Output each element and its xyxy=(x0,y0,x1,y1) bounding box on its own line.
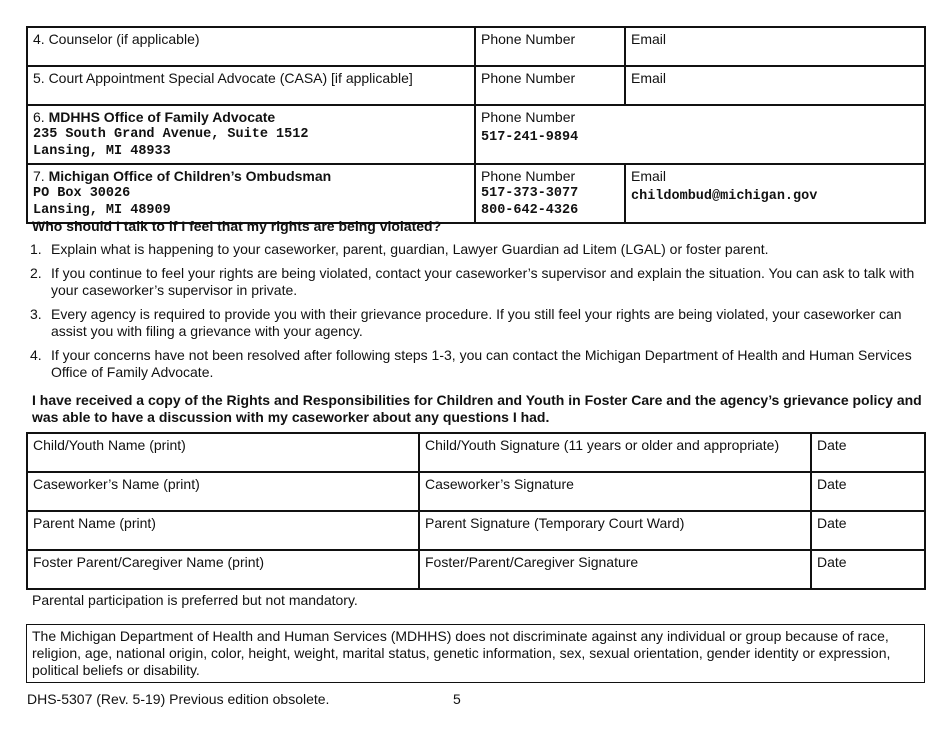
ombudsman-prefix: 7. xyxy=(33,168,49,184)
mdhhs-phone: 517-241-9894 xyxy=(481,130,579,145)
mdhhs-office-name: MDHHS Office of Family Advocate xyxy=(48,109,276,125)
mdhhs-phone-label: Phone Number xyxy=(481,109,576,125)
list-item xyxy=(30,306,920,340)
ombudsman-phone-cell xyxy=(475,164,625,223)
foster-date-field[interactable]: Date xyxy=(811,550,925,589)
ombudsman-email: childombud@michigan.gov xyxy=(631,189,818,204)
signature-row-parent xyxy=(27,511,925,550)
contacts-table xyxy=(26,26,926,224)
step-number: 3. xyxy=(30,306,42,322)
contact-row-casa xyxy=(27,66,925,105)
contact-row-ombudsman xyxy=(27,164,925,223)
caseworker-name-field[interactable]: Caseworker’s Name (print) xyxy=(27,472,419,511)
ombudsman-phone-label: Phone Number xyxy=(481,168,576,184)
ombudsman-office-cell xyxy=(27,164,475,223)
child-date-field[interactable]: Date xyxy=(811,433,925,472)
ombudsman-address-line1: PO Box 30026 xyxy=(33,186,131,201)
signature-table xyxy=(26,432,926,590)
step-text: Explain what is happening to your caseworker, parent, guardian, Lawyer Guardian ad Litem (LGAL) or foster parent. xyxy=(51,241,769,257)
step-text: Every agency is required to provide you with their grievance procedure. If you still feel your rights are being violated, your caseworker can assist you with filing a grievance with your agency. xyxy=(51,306,902,339)
parental-participation-note: Parental participation is preferred but not mandatory. xyxy=(32,592,358,608)
caseworker-date-field[interactable]: Date xyxy=(811,472,925,511)
parent-signature-field[interactable]: Parent Signature (Temporary Court Ward) xyxy=(419,511,811,550)
signature-row-foster xyxy=(27,550,925,589)
ombudsman-address-line2: Lansing, MI 48909 xyxy=(33,203,171,218)
parent-name-field[interactable]: Parent Name (print) xyxy=(27,511,419,550)
counselor-label: 4. Counselor (if applicable) xyxy=(27,27,475,66)
page-number: 5 xyxy=(453,691,461,707)
list-item xyxy=(30,241,920,258)
list-item xyxy=(30,347,920,381)
caseworker-signature-field[interactable]: Caseworker’s Signature xyxy=(419,472,811,511)
ombudsman-office-name: Michigan Office of Children’s Ombudsman xyxy=(48,168,332,184)
step-text: If you continue to feel your rights are being violated, contact your caseworker’s supervisor and explain the situation. You can ask to talk with your caseworker’s supervisor in private. xyxy=(51,265,915,298)
step-number: 4. xyxy=(30,347,42,363)
child-name-field[interactable]: Child/Youth Name (print) xyxy=(27,433,419,472)
casa-label: 5. Court Appointment Special Advocate (CASA) [if applicable] xyxy=(27,66,475,105)
signature-row-child xyxy=(27,433,925,472)
mdhhs-address-line2: Lansing, MI 48933 xyxy=(33,144,171,159)
list-item xyxy=(30,265,920,299)
foster-signature-field[interactable]: Foster/Parent/Caregiver Signature xyxy=(419,550,811,589)
child-signature-field[interactable]: Child/Youth Signature (11 years or older and appropriate) xyxy=(419,433,811,472)
acknowledgement-statement: I have received a copy of the Rights and Responsibilities for Children and Youth in Foster Care and the agency’s grievance policy and was able to have a discussion with my caseworker about any questions I had. xyxy=(32,392,922,425)
ombudsman-phone2: 800-642-4326 xyxy=(481,203,579,218)
mdhhs-phone-cell xyxy=(475,105,925,164)
contact-row-counselor xyxy=(27,27,925,66)
form-id: DHS-5307 (Rev. 5-19) Previous edition obsolete. xyxy=(27,691,330,707)
ombudsman-phone1: 517-373-3077 xyxy=(481,186,579,201)
rights-question-heading: Who should I talk to if I feel that my rights are being violated? xyxy=(32,218,442,234)
casa-phone-field[interactable]: Phone Number xyxy=(475,66,625,105)
ombudsman-email-cell xyxy=(625,164,925,223)
mdhhs-prefix: 6. xyxy=(33,109,49,125)
foster-name-field[interactable]: Foster Parent/Caregiver Name (print) xyxy=(27,550,419,589)
contact-row-mdhhs xyxy=(27,105,925,164)
step-text: If your concerns have not been resolved after following steps 1-3, you can contact the Michigan Department of Health and Human Services Office of Family Advocate. xyxy=(51,347,912,380)
nondiscrimination-notice: The Michigan Department of Health and Human Services (MDHHS) does not discriminate against any individual or group because of race, religion, age, national origin, color, height, weight, marital status, genetic information, sex, sexual orientation, gender identity or expression, political beliefs or disability. xyxy=(26,624,925,683)
step-number: 1. xyxy=(30,241,42,257)
signature-row-caseworker xyxy=(27,472,925,511)
counselor-phone-field[interactable]: Phone Number xyxy=(475,27,625,66)
mdhhs-address-line1: 235 South Grand Avenue, Suite 1512 xyxy=(33,127,309,142)
mdhhs-office-cell xyxy=(27,105,475,164)
counselor-email-field[interactable]: Email xyxy=(625,27,925,66)
rights-steps-list xyxy=(30,241,920,388)
parent-date-field[interactable]: Date xyxy=(811,511,925,550)
casa-email-field[interactable]: Email xyxy=(625,66,925,105)
step-number: 2. xyxy=(30,265,42,281)
ombudsman-email-label: Email xyxy=(631,168,667,184)
